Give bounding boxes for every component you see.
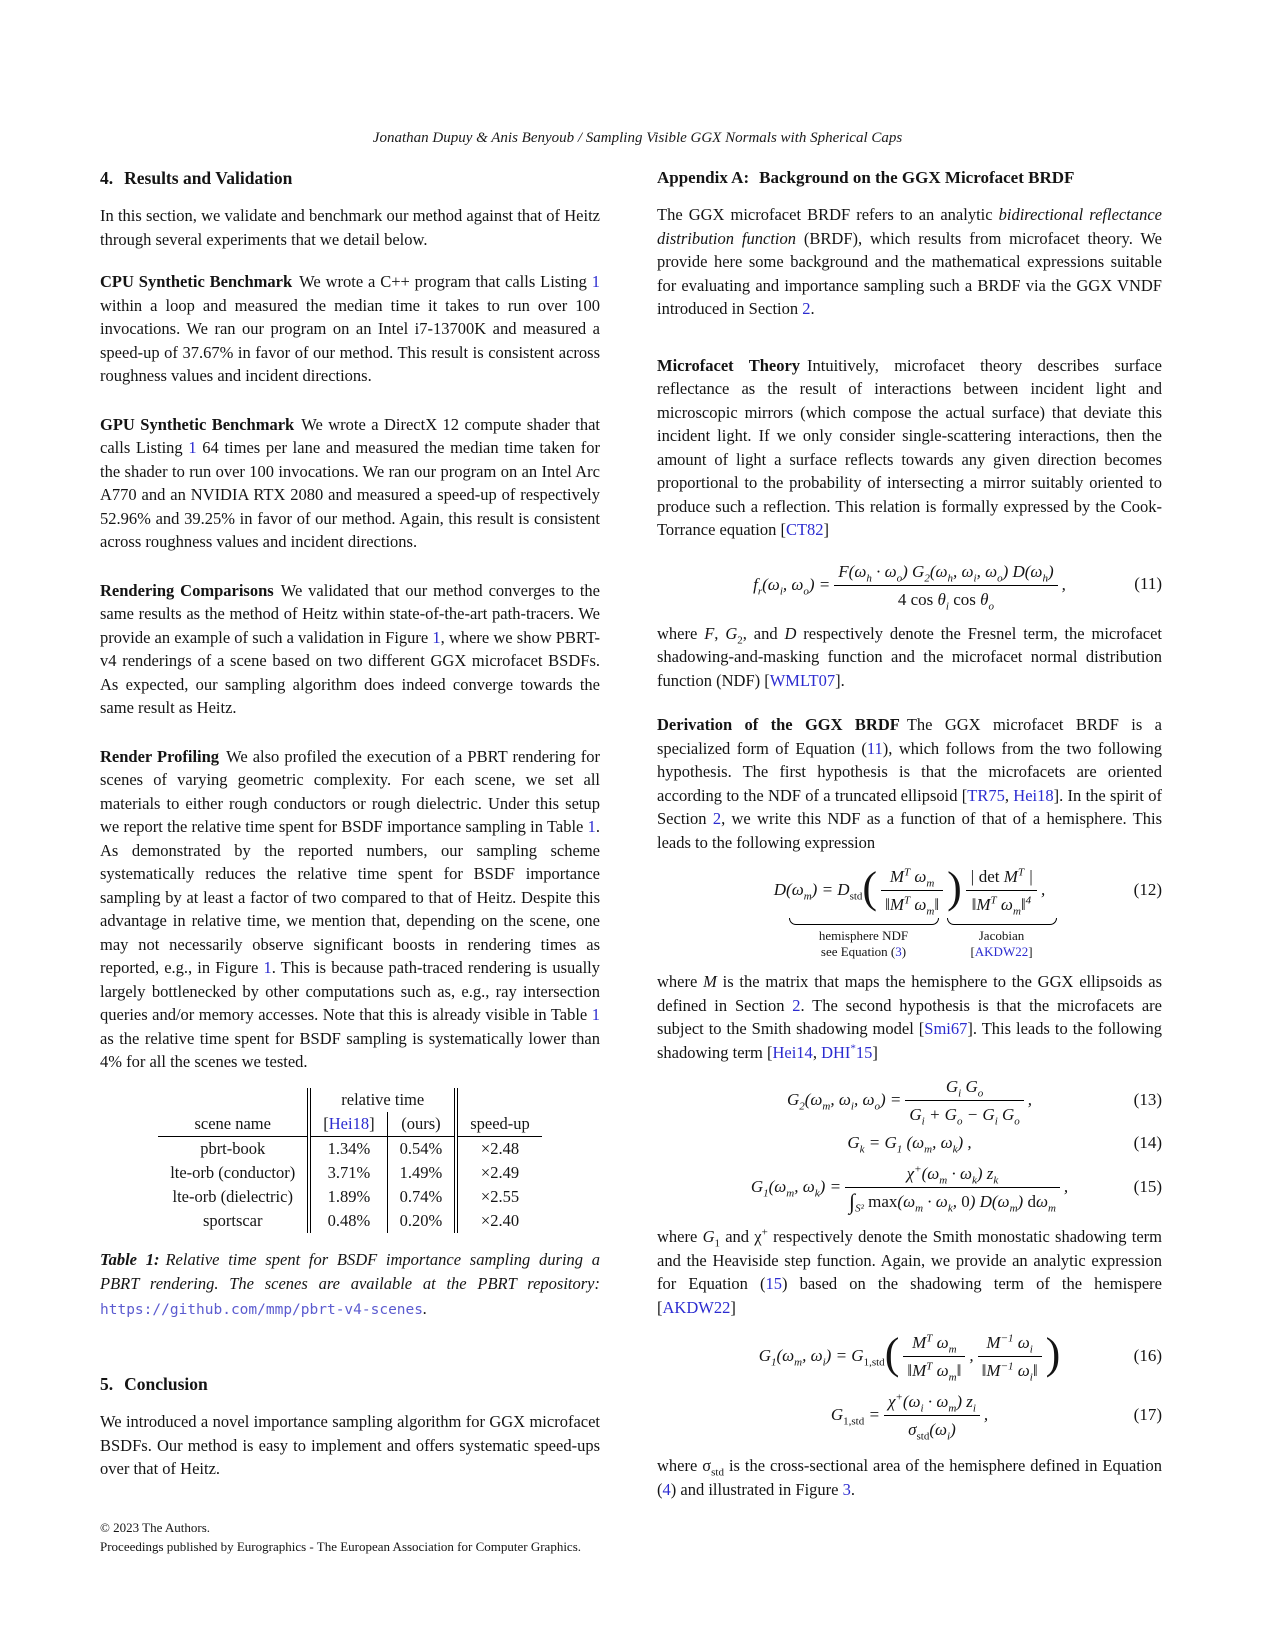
rendering-comparisons-text: We validated that our method converges to the same results as the method of Heitz within state-of-the-art path-tracers. We provide an example of such a validation in Figure 1, where we show PBRT-v4 renderings of a scene based on two different GGX microfacet BSDFs. As expected, our sampling algorithm does indeed converge towards the same result as Heitz. [100, 580, 601, 717]
eq12-underbrace-jacobian [943, 918, 1061, 960]
eq12-lhs: $D(\omega_m) = D_{std}$ [773, 880, 863, 903]
pbrt-scenes-url-link[interactable]: https://github.com/mmp/pbrt-v4-scenes [100, 1301, 424, 1318]
ref-eq-15[interactable]: 15 [765, 1274, 783, 1293]
copyright-line: © 2023 The Authors. [100, 1520, 211, 1535]
relative-time-group-header: relative time [309, 1088, 456, 1112]
ref-eq-3[interactable]: 3 [895, 944, 902, 959]
eq11-fraction: $\frac{F(\omega_h \cdot \omega_o) G_2(\omega_h, \omega_i, \omega_o) D(\omega_h)}{4 \cos \theta_i \cos \theta_o}$ [834, 559, 1057, 610]
ref-eq-4[interactable]: 4 [662, 1479, 671, 1499]
render-profiling-text: We also profiled the execution of a PBRT rendering for scenes of varying geometric complexity. For each scene, we set all materials to either rough conductors or rough dielectric. Under this setup we report the relative time spent for BSDF importance sampling in Table 1. As demonstrated by the reported numbers, our sampling scheme systematically reduces the relative time spent for BSDF importance sampling by at least a factor of two compared to that of Heitz. Despite this advantage in relative time, we mention that, depending on the scene, one may not necessarily observe significant boosts in rendering times as reported, e.g., in Figure 1. This is because path-traced rendering is usually largely bottlenecked by other computations such as, e.g., ray intersection queries and/or memory accesses. Note that this is already visible in Table 1 as the relative time spent for BSDF sampling is systematically lower than 4% for all the scenes we tested. [100, 746, 600, 1071]
proceedings-line: Proceedings published by Eurographics - The European Association for Computer Graphics. [100, 1539, 582, 1554]
equation-17 [657, 1389, 1162, 1443]
ref-table-1[interactable]: 1 [587, 817, 596, 836]
table-1-caption-label: Table 1: [100, 1249, 160, 1269]
eq16-number: (16) [1133, 1345, 1162, 1365]
ref-figure-3[interactable]: 3 [842, 1479, 851, 1499]
speedup-cell: ×2.48 [456, 1136, 542, 1161]
col-header-scene-name: scene name [158, 1112, 309, 1137]
eq16-lhs: $G_1(\omega_m$, $\omega_i) = G_{1,std}$ [758, 1346, 885, 1369]
table-row [158, 1136, 542, 1161]
equation-15 [657, 1161, 1162, 1215]
ref-ct82[interactable]: CT82 [785, 520, 824, 539]
speedup-cell: ×2.40 [456, 1209, 542, 1233]
equation-12 [657, 864, 1162, 960]
ours-cell: 0.54% [387, 1136, 456, 1161]
col-header-speedup: speed-up [456, 1112, 542, 1137]
scene-name-cell: sportscar [202, 1210, 263, 1230]
empty-cell [158, 1088, 309, 1112]
rendering-comparisons-paragraph [100, 579, 600, 720]
ours-cell: 1.49% [387, 1161, 456, 1185]
eq15-number: (15) [1133, 1176, 1162, 1196]
eq14-body: $G_k = G_1$ ($\omega_m$, $\omega_k$) , [847, 1133, 972, 1156]
ours-cell: 0.74% [387, 1185, 456, 1209]
col-header-hei18: [Hei18] [309, 1112, 387, 1137]
eq15-comma: , [1063, 1177, 1069, 1196]
hei18-cell: 1.34% [309, 1136, 387, 1161]
eq17-number: (17) [1133, 1404, 1162, 1424]
render-profiling-paragraph [100, 745, 600, 1074]
eq13-fraction: $\frac{G_i G_o}{G_i + G_o - G_i G_o}$ [905, 1074, 1023, 1125]
ref-section-2[interactable]: 2 [802, 299, 811, 318]
derivation-heading: Derivation of the GGX BRDF [657, 715, 900, 734]
eq13-number: (13) [1133, 1089, 1162, 1109]
hei18-cell: 0.48% [309, 1209, 387, 1233]
ref-dhi15[interactable]: DHI*15 [821, 1042, 873, 1062]
cpu-benchmark-text: We wrote a C++ program that calls Listing 1 within a loop and measured the median time it takes to run over 100 invocations. We ran our program on an Intel i7-13700K and measured a speed-up of 37.67% in favor of our method. This result is consistent across roughness values and incident directions. [100, 272, 600, 385]
eq17-fraction: $\frac{\chi^+(\omega_i \cdot \omega_m) z_i}{\sigma_{std}(\omega_i)}$ [884, 1389, 980, 1440]
microfacet-theory-paragraph [657, 354, 1162, 542]
gpu-benchmark-heading: GPU Synthetic Benchmark [100, 414, 295, 434]
right-column [657, 163, 1162, 1501]
table-1-caption-text: Relative time spent for BSDF importance sampling during a PBRT rendering. The scenes are available at the PBRT repository: https://github.com/mmp/pbrt-v4-scenes. [100, 1249, 601, 1318]
section-4-title: Results and Validation [124, 168, 293, 188]
scene-name-cell: lte-orb (dielectric) [172, 1186, 293, 1206]
table-row [158, 1209, 542, 1233]
underbrace-glyph [947, 918, 1057, 925]
speedup-cell: ×2.55 [456, 1185, 542, 1209]
eq11-number: (11) [1134, 574, 1162, 593]
ref-hei14[interactable]: Hei14 [772, 1042, 813, 1062]
table-1-caption [100, 1248, 600, 1323]
table-row [158, 1161, 542, 1185]
hei18-cell: 3.71% [309, 1161, 387, 1185]
ref-eq-11[interactable]: 11 [866, 738, 883, 758]
underbrace-label-line: Jacobian [978, 928, 1025, 943]
eq16-comma: , [969, 1346, 974, 1365]
ref-figure-1[interactable]: 1 [432, 627, 441, 647]
ref-smi67[interactable]: Smi67 [924, 1019, 968, 1038]
table-header-row [158, 1112, 542, 1137]
left-column [100, 163, 600, 1481]
eq17-comma: , [983, 1405, 989, 1424]
equation-13 [657, 1074, 1162, 1128]
eq13-lhs: $G_2(\omega_m$, $\omega_i$, $\omega_o$) = [786, 1090, 902, 1113]
table-group-header-row [158, 1088, 542, 1112]
eq11-lhs: $f_r(\omega_i$, $\omega_o$) = [753, 574, 831, 597]
section-4-heading [100, 168, 600, 189]
ref-hei18[interactable]: Hei18 [328, 1113, 370, 1133]
where-12-paragraph: where M is the matrix that maps the hemisphere to the GGX ellipsoids as defined in Section 2. The second hypothesis is that the microfacets are subject to the Smith shadowing model [Smi67]. This leads to the following shadowing term [Hei14, DHI*15] [657, 972, 1163, 1062]
eq17-lhs: $G_{1,std}$ = [830, 1405, 880, 1428]
section-5-number: 5. [100, 1374, 114, 1394]
eq12-comma: , [1041, 880, 1046, 899]
eq15-fraction: $\frac{\chi^+(\omega_m \cdot \omega_k) z_k}{\int_{S^2} \max(\omega_m \cdot \omega_k, 0) D(\omega_m) d\omega_m}$ [845, 1161, 1060, 1212]
table-1-wrapper [100, 1088, 600, 1233]
underbrace-label-line: hemisphere NDF [818, 928, 909, 943]
conclusion-paragraph: We introduced a novel importance sampling algorithm for GGX microfacet BSDFs. Our method is easy to implement and offers systematic speed-ups over that of Heitz. [100, 1412, 600, 1478]
rendering-comparisons-heading: Rendering Comparisons [100, 580, 274, 600]
table-1 [158, 1088, 542, 1233]
eq12-underbrace-hemisphere-ndf [785, 918, 943, 960]
scene-name-cell: pbrt-book [200, 1138, 266, 1158]
table-row [158, 1185, 542, 1209]
hei18-cell: 1.89% [309, 1185, 387, 1209]
results-intro-paragraph: In this section, we validate and benchmark our method against that of Heitz through several experiments that we detail below. [100, 206, 600, 249]
copyright-footer [100, 1518, 660, 1556]
underbrace-label-line: see Equation (3) [820, 944, 907, 959]
where-11-paragraph: where F, $G_2$, and D respectively denote the Fresnel term, the microfacet shadowing-and-masking function and the microfacet normal distribution function (NDF) [WMLT07]. [657, 623, 1163, 690]
ref-tr75[interactable]: TR75 [967, 785, 1005, 805]
underbrace-glyph [789, 918, 939, 925]
cpu-benchmark-paragraph [100, 270, 600, 388]
ref-listing-1[interactable]: 1 [188, 438, 197, 457]
ref-listing-1[interactable]: 1 [591, 272, 600, 291]
ref-wmlt07[interactable]: WMLT07 [769, 670, 836, 690]
section-4-number: 4. [100, 168, 114, 188]
underbrace-label-line: [AKDW22] [970, 944, 1033, 959]
scene-name-cell: lte-orb (conductor) [170, 1162, 296, 1182]
equation-11 [657, 559, 1162, 610]
empty-cell [456, 1088, 542, 1112]
eq11-comma: , [1061, 574, 1066, 594]
eq13-comma: , [1027, 1090, 1033, 1109]
section-5-title: Conclusion [124, 1374, 208, 1394]
appendix-a-title: Background on the GGX Microfacet BRDF [759, 168, 1075, 187]
ref-section-2[interactable]: 2 [712, 809, 722, 828]
render-profiling-heading: Render Profiling [100, 746, 220, 766]
eq12-number: (12) [1133, 880, 1162, 899]
derivation-text: The GGX microfacet BRDF is a specialized form of Equation (11), which follows from the two following hypothesis. The first hypothesis is that the microfacets are oriented according to the NDF of a truncated ellipsoid [TR75, Hei18]. In the spirit of Section 2, we write this NDF as a function of that of a hemisphere. This leads to the following expression [657, 715, 1163, 852]
appendix-a-label: Appendix A: [657, 168, 750, 187]
appendix-intro-paragraph: The GGX microfacet BRDF refers to an analytic bidirectional reflectance distribution function (BRDF), which results from microfacet theory. We provide here some background and the mathematical expressions suitable for evaluating and importance sampling such a BRDF via the GGX VNDF introduced in Section 2. [657, 205, 1163, 318]
gpu-benchmark-text: We wrote a DirectX 12 compute shader that calls Listing 1 64 times per lane and measured the median time taken for the shader to run over 100 invocations. We ran our program on an Intel Arc A770 and an NVIDIA RTX 2080 and measured a speed-up of respectively 52.96% and 39.25% in favor of our method. Again, this result is consistent across roughness values and incident directions. [100, 414, 600, 551]
col-header-ours: (ours) [387, 1112, 456, 1137]
microfacet-theory-text: Intuitively, microfacet theory describes surface reflectance as the result of interactions between incident light and microscopic mirrors (which compose the actual surface) that deviate this incident light. If we only consider single-scattering interactions, then the amount of light a surface reflects towards any given direction becomes proportional to the probability of intersecting a mirror suitably oriented to produce such a reflection. This relation is formally expressed by the Cook-Torrance equation [CT82] [657, 355, 1162, 539]
ref-hei18[interactable]: Hei18 [1013, 785, 1054, 805]
ref-figure-1[interactable]: 1 [263, 958, 272, 977]
ref-akdw22[interactable]: AKDW22 [974, 944, 1029, 959]
ref-table-1[interactable]: 1 [591, 1005, 600, 1024]
eq16-arguments: ( $\frac{M^T \omega_m}{‖M^T \omega_m‖}$ , $\frac{M^{-1} \omega_i}{‖M^{-1} \omega_i‖}$ ) [884, 1328, 1061, 1384]
eq15-lhs: $G_1(\omega_m$, $\omega_k$) = [750, 1177, 842, 1200]
ours-cell: 0.20% [387, 1209, 456, 1233]
running-header: Jonathan Dupuy & Anis Benyoub / Sampling Visible GGX Normals with Spherical Caps [372, 130, 903, 146]
speedup-cell: ×2.49 [456, 1161, 542, 1185]
appendix-a-heading [657, 168, 1162, 188]
eq14-number: (14) [1133, 1132, 1162, 1152]
where-15-paragraph: where $G_1$ and χ+ respectively denote the Smith monostatic shadowing term and the Heaviside step function. Again, we provide an analytic expression for Equation (15) based on the shadowing term of the hemispere [AKDW22] [657, 1226, 1163, 1317]
ref-section-2[interactable]: 2 [792, 995, 801, 1015]
eq12-jacobian-term: $\frac{| \det M^T |}{‖M^T \omega_m‖^4}$ [966, 864, 1037, 915]
cpu-benchmark-heading: CPU Synthetic Benchmark [100, 272, 293, 291]
equation-16 [657, 1328, 1162, 1384]
derivation-paragraph [657, 713, 1162, 854]
section-5-heading [100, 1374, 600, 1395]
microfacet-theory-heading: Microfacet Theory [657, 355, 801, 375]
gpu-benchmark-paragraph [100, 413, 600, 554]
ref-akdw22[interactable]: AKDW22 [662, 1297, 731, 1317]
eq12-ndf-term: ( $\frac{M^T \omega_m}{‖M^T \omega_m‖}$ ) [862, 862, 962, 918]
equation-14 [657, 1132, 1162, 1156]
where-17-paragraph: where $\sigma_{std}$ is the cross-sectional area of the hemisphere defined in Equation (4) and illustrated in Figure 3. [657, 1456, 1163, 1499]
